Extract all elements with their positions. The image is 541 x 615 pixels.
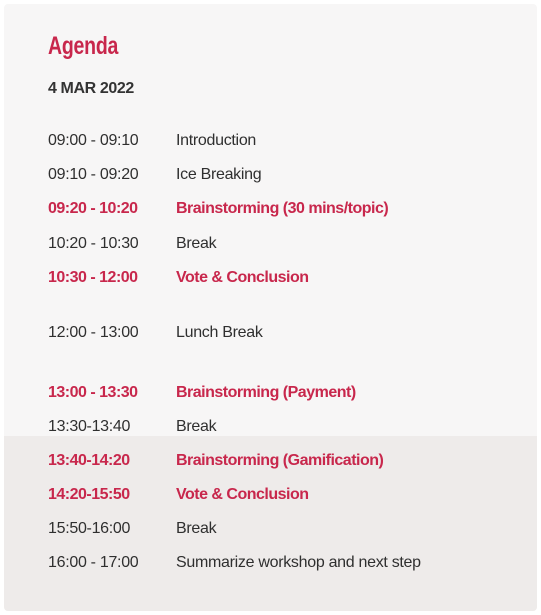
agenda-title: Agenda <box>48 32 119 60</box>
agenda-topic: Summarize workshop and next step <box>176 554 421 571</box>
agenda-row-brainstorming-gamification <box>4 452 537 474</box>
agenda-date: 4 MAR 2022 <box>48 80 134 97</box>
agenda-time: 09:00 - 09:10 <box>48 132 139 149</box>
agenda-topic: Brainstorming (Payment) <box>176 384 356 401</box>
agenda-topic: Vote & Conclusion <box>176 486 309 503</box>
agenda-row-vote-conclusion-1 <box>4 269 537 291</box>
agenda-row-vote-conclusion-2 <box>4 486 537 508</box>
agenda-time: 09:10 - 09:20 <box>48 166 139 183</box>
agenda-topic: Brainstorming (Gamification) <box>176 452 384 469</box>
agenda-row-lunch-break <box>4 324 537 346</box>
agenda-row-summarize <box>4 554 537 576</box>
agenda-row-break-1 <box>4 235 537 257</box>
agenda-time: 15:50-16:00 <box>48 520 131 537</box>
agenda-topic: Introduction <box>176 132 257 149</box>
agenda-row-break-2 <box>4 418 537 440</box>
agenda-row-brainstorming <box>4 200 537 222</box>
agenda-card <box>4 4 537 611</box>
agenda-topic: Brainstorming (30 mins/topic) <box>176 200 389 217</box>
agenda-topic: Break <box>176 520 217 537</box>
agenda-row-break-3 <box>4 520 537 542</box>
agenda-time: 10:20 - 10:30 <box>48 235 139 252</box>
agenda-time: 13:30-13:40 <box>48 418 131 435</box>
agenda-time: 13:40-14:20 <box>48 452 130 469</box>
agenda-topic: Vote & Conclusion <box>176 269 309 286</box>
agenda-row-introduction <box>4 132 537 154</box>
agenda-topic: Break <box>176 418 217 435</box>
agenda-row-brainstorming-payment <box>4 384 537 406</box>
agenda-topic: Ice Breaking <box>176 166 262 183</box>
agenda-time: 12:00 - 13:00 <box>48 324 139 341</box>
agenda-row-ice-breaking <box>4 166 537 188</box>
agenda-time: 09:20 - 10:20 <box>48 200 138 217</box>
agenda-time: 10:30 - 12:00 <box>48 269 138 286</box>
agenda-time: 14:20-15:50 <box>48 486 130 503</box>
agenda-time: 16:00 - 17:00 <box>48 554 139 571</box>
agenda-topic: Break <box>176 235 217 252</box>
agenda-topic: Lunch Break <box>176 324 263 341</box>
agenda-time: 13:00 - 13:30 <box>48 384 138 401</box>
